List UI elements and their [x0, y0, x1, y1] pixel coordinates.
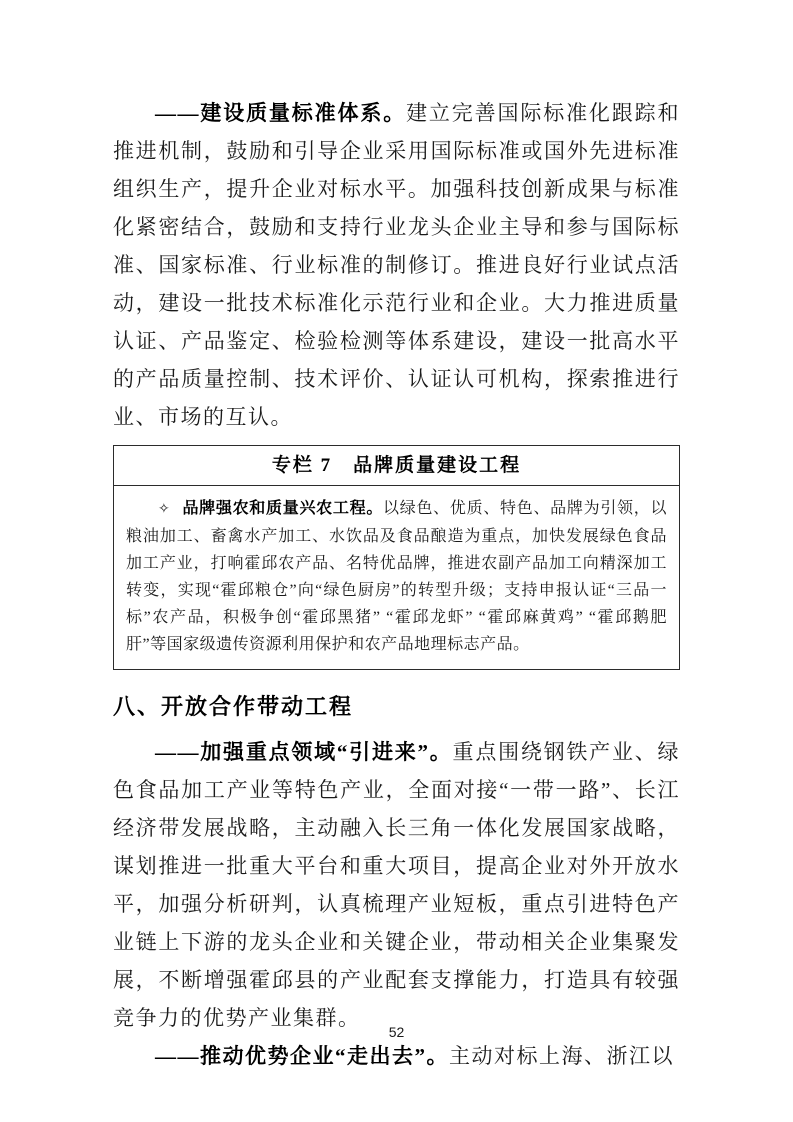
callout-item-lead-bold: 品牌强农和质量兴农工程。 — [182, 500, 384, 517]
callout-box-title: 专栏 7 品牌质量建设工程 — [114, 446, 679, 486]
document-content — [113, 94, 680, 1075]
callout-box-column7 — [113, 445, 680, 670]
paragraph-go-out — [113, 1037, 680, 1075]
paragraph-bring-in — [113, 733, 680, 1037]
section-heading-eight: 八、开放合作带动工程 — [113, 694, 354, 719]
callout-box-body — [114, 486, 679, 669]
page-number: 52 — [388, 1024, 405, 1040]
paragraph-lead-bold: ——建设质量标准体系。 — [155, 101, 407, 125]
paragraph-body-text: 主动对标上海、浙江以 — [449, 1044, 674, 1068]
paragraph-body-text: 建立完善国际标准化跟踪和推进机制，鼓励和引导企业采用国际标准或国外先进标准组织生产，提升企业对标水平。加强科技创新成果与标准化紧密结合，鼓励和支持行业龙头企业主导和参与国际标准、国家标准、行业标准的制修订。推进良好行业试点活动，建设一批技术标准化示范行业和企业。大力推进质量认证、产品鉴定、检验检测等体系建设，建设一批高水平的产品质量控制、技术评价、认证认可机构，探索推进行业、市场的互认。 — [113, 101, 681, 429]
paragraph-lead-bold: ——加强重点领域“引进来”。 — [155, 740, 453, 764]
paragraph-body-text: 重点围绕钢铁产业、绿色食品加工产业等特色产业，全面对接“一带一路”、长江经济带发展战略，主动融入长三角一体化发展国家战略，谋划推进一批重大平台和重大项目，提高企业对外开放水平，加强分析研判，认真梳理产业短板，重点引进特色产业链上下游的龙头企业和关键企业，带动相关企业集聚发展，不断增强霍邱县的产业配套支撑能力，打造具有较强竞争力的优势产业集群。 — [113, 740, 681, 1030]
four-pointed-star-icon: ✧ — [158, 502, 171, 517]
callout-item-body-text: 以绿色、优质、特色、品牌为引领，以粮油加工、畜禽水产加工、水饮品及食品酿造为重点，加快发展绿色食品加工产业，打响霍邱农产品、名特优品牌，推进农副产品加工向精深加工转变，实现“霍邱粮仓”向“绿色厨房”的转型升级；支持申报认证“三品一标”农产品，积极争创“霍邱黑猪” “霍邱龙虾” “霍邱麻黄鸡” “霍邱鹅肥肝”等国家级遗传资源利用保护和农产品地理标志产品。 — [126, 500, 667, 653]
paragraph-quality-standard-system — [113, 94, 680, 436]
paragraph-lead-bold: ——推动优势企业“走出去”。 — [155, 1044, 449, 1068]
